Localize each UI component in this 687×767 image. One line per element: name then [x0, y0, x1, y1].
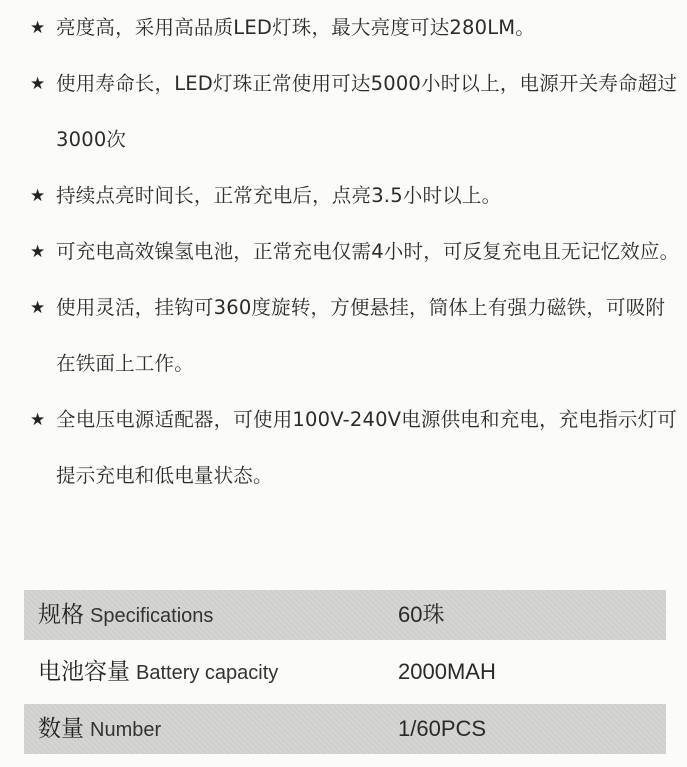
feature-item: [30, 280, 680, 392]
feature-text: 使用灵活，挂钩可360度旋转，方便悬挂，筒体上有强力磁铁，可吸附在铁面上工作。: [56, 296, 666, 375]
spec-label: [38, 704, 161, 756]
spec-label-en: Battery capacity: [136, 662, 279, 684]
spec-table: [24, 590, 666, 761]
spec-label-cn: 规格: [38, 602, 84, 628]
spec-value: 2000MAH: [398, 659, 496, 684]
spec-row-battery-capacity: [24, 647, 666, 697]
spec-value: 1/60PCS: [398, 716, 487, 741]
spec-label-en: Specifications: [90, 605, 214, 627]
spec-label-cn: 数量: [38, 716, 84, 742]
star-icon: ★: [30, 18, 46, 38]
feature-item: [30, 0, 680, 56]
star-icon: ★: [30, 298, 46, 318]
feature-item: [30, 392, 680, 504]
spec-label: [38, 590, 213, 642]
feature-text: 可充电高效镍氢电池，正常充电仅需4小时，可反复充电且无记忆效应。: [56, 240, 680, 263]
feature-item: [30, 168, 680, 224]
spec-label-cn: 电池容量: [38, 659, 130, 685]
feature-text: 亮度高，采用高品质LED灯珠，最大亮度可达280LM。: [56, 16, 536, 39]
spec-label-en: Number: [90, 719, 162, 741]
spec-row-specifications: [24, 590, 666, 640]
feature-text: 使用寿命长，LED灯珠正常使用可达5000小时以上，电源开关寿命超过3000次: [56, 72, 678, 151]
star-icon: ★: [30, 242, 46, 262]
feature-text: 持续点亮时间长，正常充电后，点亮3.5小时以上。: [56, 184, 502, 207]
star-icon: ★: [30, 74, 46, 94]
feature-list: [30, 0, 680, 504]
feature-text: 全电压电源适配器，可使用100V-240V电源供电和充电，充电指示灯可提示充电和低电量状态。: [56, 408, 678, 487]
star-icon: ★: [30, 410, 46, 430]
spec-label: [38, 647, 278, 699]
spec-row-number: [24, 704, 666, 754]
star-icon: ★: [30, 186, 46, 206]
feature-item: [30, 224, 680, 280]
feature-item: [30, 56, 680, 168]
spec-value: 60珠: [398, 602, 445, 627]
